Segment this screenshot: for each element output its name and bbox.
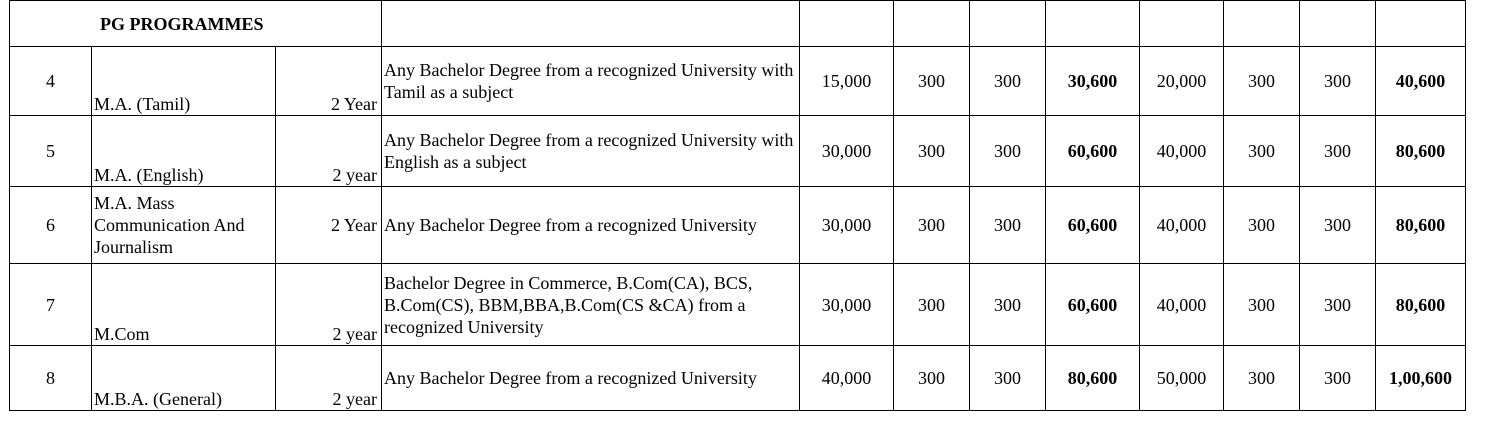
- programme-duration: 2 Year: [276, 187, 382, 264]
- section-title: PG PROGRAMMES: [10, 1, 382, 47]
- programme-name: M.A. Mass Communication And Journalism: [92, 187, 276, 264]
- fee-value: 300: [1224, 264, 1300, 346]
- programme-name: M.B.A. (General): [92, 346, 276, 411]
- table-row: [10, 346, 1466, 411]
- fee-total: 40,600: [1376, 47, 1466, 116]
- fee-value: 300: [1224, 47, 1300, 116]
- programme-duration: 2 Year: [276, 47, 382, 116]
- fee-total: 60,600: [1046, 264, 1140, 346]
- fee-value: 300: [970, 187, 1046, 264]
- programme-duration: 2 year: [276, 116, 382, 187]
- fee-value: 300: [1224, 187, 1300, 264]
- fee-value: 300: [1300, 264, 1376, 346]
- fee-total: 1,00,600: [1376, 346, 1466, 411]
- programme-duration: 2 year: [276, 346, 382, 411]
- empty-cell: [1046, 1, 1140, 47]
- empty-cell: [1224, 1, 1300, 47]
- fee-value: 300: [970, 116, 1046, 187]
- eligibility: Any Bachelor Degree from a recognized University with Tamil as a subject: [382, 47, 800, 116]
- fee-value: 40,000: [1140, 264, 1224, 346]
- fee-total: 80,600: [1376, 116, 1466, 187]
- fee-value: 300: [1300, 187, 1376, 264]
- fee-value: 300: [970, 264, 1046, 346]
- table-row: [10, 264, 1466, 346]
- programme-name: M.Com: [92, 264, 276, 346]
- table-row: [10, 47, 1466, 116]
- fee-value: 40,000: [800, 346, 894, 411]
- empty-cell: [894, 1, 970, 47]
- fee-value: 300: [1300, 47, 1376, 116]
- fee-value: 30,000: [800, 116, 894, 187]
- empty-cell: [970, 1, 1046, 47]
- eligibility: Any Bachelor Degree from a recognized University: [382, 346, 800, 411]
- programme-name: M.A. (English): [92, 116, 276, 187]
- row-number: 4: [10, 47, 92, 116]
- table-row: [10, 116, 1466, 187]
- fee-value: 300: [894, 47, 970, 116]
- row-number: 6: [10, 187, 92, 264]
- eligibility: Bachelor Degree in Commerce, B.Com(CA), BCS, B.Com(CS), BBM,BBA,B.Com(CS &CA) from a recognized University: [382, 264, 800, 346]
- fee-value: 30,000: [800, 187, 894, 264]
- empty-cell: [1300, 1, 1376, 47]
- fee-value: 300: [1224, 346, 1300, 411]
- pg-fee-table: [9, 0, 1466, 411]
- row-number: 7: [10, 264, 92, 346]
- fee-value: 300: [1224, 116, 1300, 187]
- empty-cell: [800, 1, 894, 47]
- fee-value: 40,000: [1140, 187, 1224, 264]
- fee-total: 80,600: [1376, 187, 1466, 264]
- row-number: 5: [10, 116, 92, 187]
- fee-value: 300: [970, 47, 1046, 116]
- fee-total: 80,600: [1046, 346, 1140, 411]
- fee-value: 40,000: [1140, 116, 1224, 187]
- fee-value: 50,000: [1140, 346, 1224, 411]
- fee-total: 30,600: [1046, 47, 1140, 116]
- fee-total: 60,600: [1046, 116, 1140, 187]
- fee-value: 300: [1300, 346, 1376, 411]
- fee-value: 300: [894, 116, 970, 187]
- empty-cell: [1376, 1, 1466, 47]
- fee-value: 300: [894, 264, 970, 346]
- table-row: [10, 187, 1466, 264]
- fee-value: 30,000: [800, 264, 894, 346]
- programme-duration: 2 year: [276, 264, 382, 346]
- empty-cell: [382, 1, 800, 47]
- fee-value: 300: [1300, 116, 1376, 187]
- empty-cell: [1140, 1, 1224, 47]
- fee-total: 80,600: [1376, 264, 1466, 346]
- fee-value: 300: [894, 187, 970, 264]
- row-number: 8: [10, 346, 92, 411]
- section-header-row: [10, 1, 1466, 47]
- fee-value: 300: [894, 346, 970, 411]
- fee-value: 20,000: [1140, 47, 1224, 116]
- fee-value: 15,000: [800, 47, 894, 116]
- programme-name: M.A. (Tamil): [92, 47, 276, 116]
- fee-value: 300: [970, 346, 1046, 411]
- fee-total: 60,600: [1046, 187, 1140, 264]
- eligibility: Any Bachelor Degree from a recognized University: [382, 187, 800, 264]
- eligibility: Any Bachelor Degree from a recognized University with English as a subject: [382, 116, 800, 187]
